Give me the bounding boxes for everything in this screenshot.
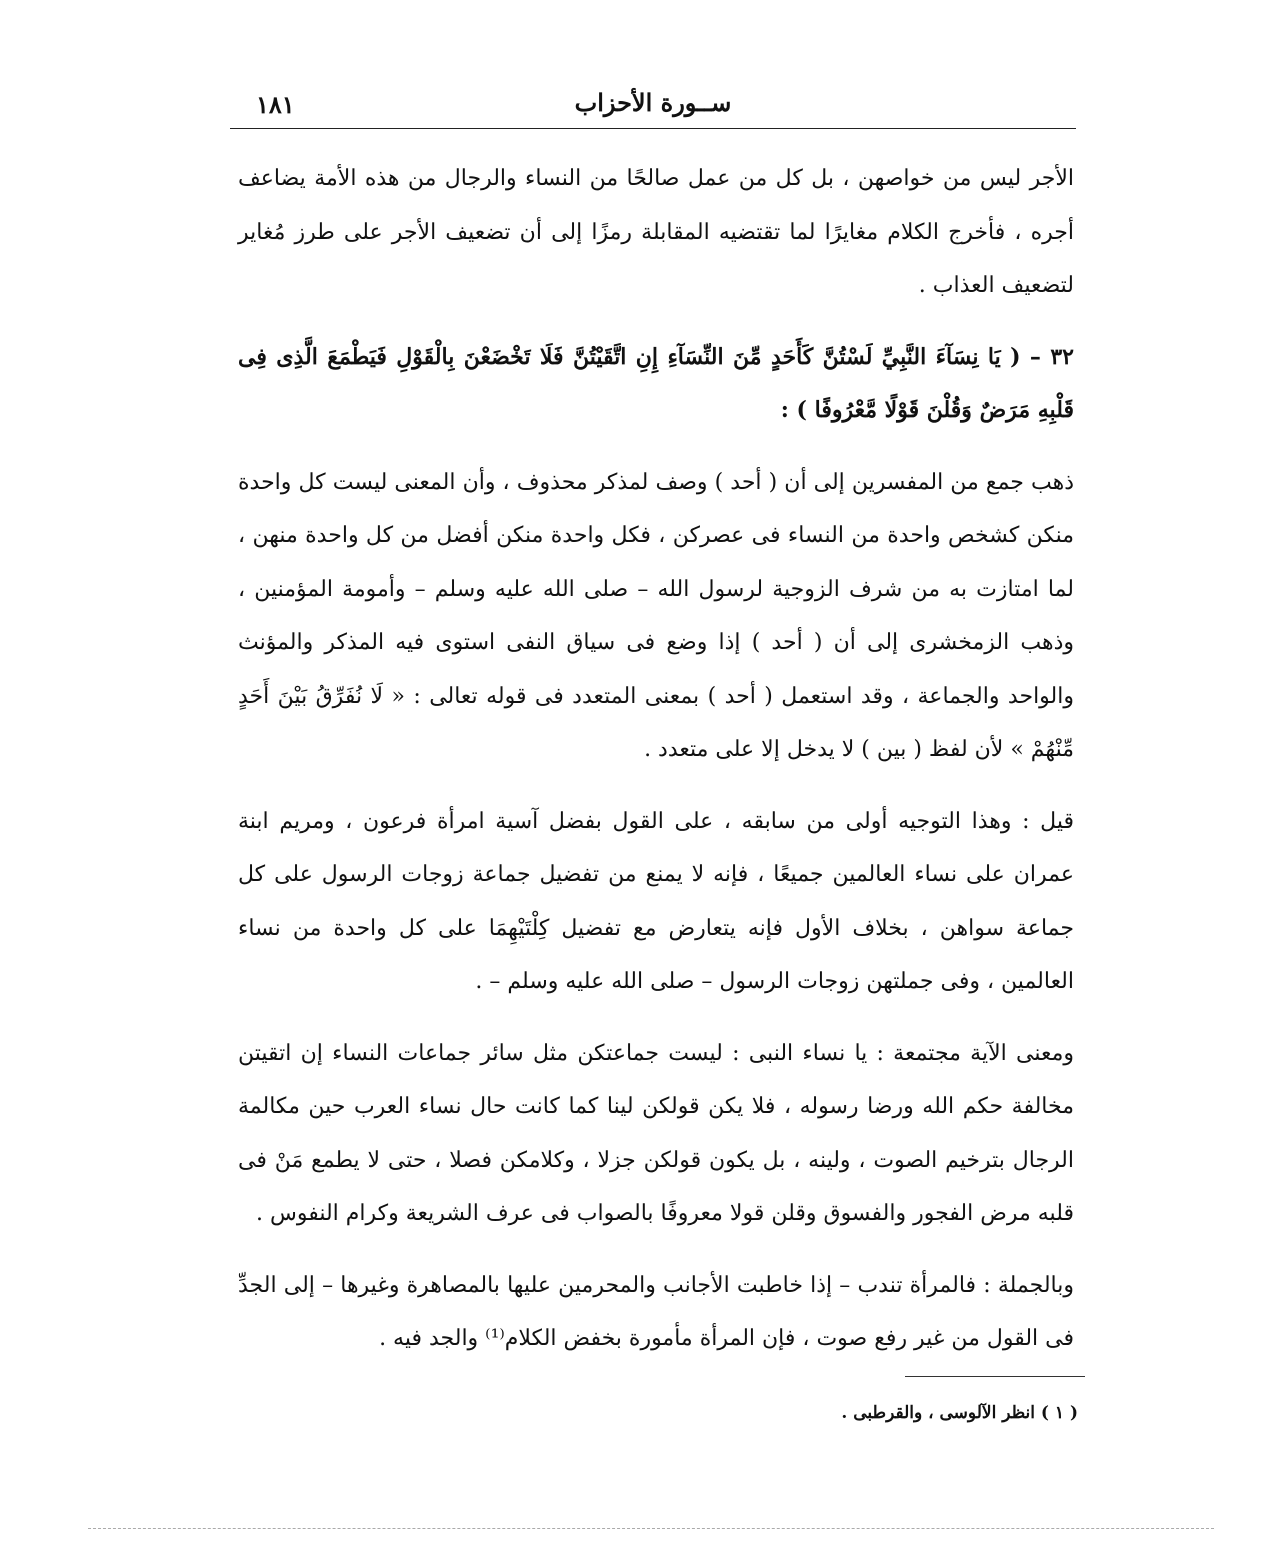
paragraph-summary: وبالجملة : فالمرأة تندب – إذا خاطبت الأجانب والمحرمين عليها بالمصاهرة وغيرها – إلى الجدِّ فى القول من غير رفع صوت ، فإن المرأة مأمورة بخفض الكلام⁽¹⁾ والجد فيه .: [238, 1272, 1074, 1351]
surah-title: ســورة الأحزاب: [574, 88, 732, 117]
scan-edge-line: [88, 1528, 1214, 1529]
paragraph-commentary-1: ذهب جمع من المفسرين إلى أن ( أحد ) وصف لمذكر محذوف ، وأن المعنى ليست كل واحدة منكن كشخص واحدة من النساء فى عصركن ، فكل واحدة منكن أفضل من كل واحدة منهن ، لما امتازت به من شرف الزوجية لرسول الله – صلى الله عليه وسلم – وأمومة المؤمنين ، وذهب الزمخشرى إلى أن ( أحد ) إذا وضع فى سياق النفى استوى فيه المذكر والمؤنث والواحد والجماعة ، وقد استعمل ( أحد ) بمعنى المتعدد فى قوله تعالى : « لَا نُفَرِّقُ بَيْنَ أَحَدٍ مِّنْهُمْ » لأن لفظ ( بين ) لا يدخل إلا على متعدد .: [238, 469, 1074, 762]
paragraph-continuation: الأجر ليس من خواصهن ، بل كل من عمل صالحًا من النساء والرجال من هذه الأمة يضاعف أجره ، فأخرج الكلام مغايرًا لما تقتضيه المقابلة رمزًا إلى أن تضعيف الأجر على طرز مُغاير لتضعيف العذاب .: [238, 166, 1074, 298]
paragraph-commentary-2: قيل : وهذا التوجيه أولى من سابقه ، على القول بفضل آسية امرأة فرعون ، ومريم ابنة عمران على نساء العالمين جميعًا ، فإنه لا يمنع من تفضيل جماعة زوجات الرسول على كل جماعة سواهن ، بخلاف الأول فإنه يتعارض مع تفضيل كِلْتَيْهِمَا على كل واحدة من نساء العالمين ، وفى جملتهن زوجات الرسول – صلى الله عليه وسلم – .: [238, 808, 1074, 994]
footnote: ( ١ ) انظر الآلوسى ، والقرطبى .: [841, 1403, 1078, 1423]
page-number: ١٨١: [256, 90, 295, 119]
page-header: [230, 78, 1076, 129]
verse-32: ٣٢ – ( يَا نِسَآءَ النَّبِيِّ لَسْتُنَّ كَأَحَدٍ مِّنَ النِّسَآءِ إِنِ اتَّقَيْتُنَّ فَلَا تَخْضَعْنَ بِالْقَوْلِ فَيَطْمَعَ الَّذِى فِى قَلْبِهِ مَرَضٌ وَقُلْنَ قَوْلًا مَّعْرُوفًا ) :: [238, 343, 1074, 423]
paragraph-verse-meaning: ومعنى الآية مجتمعة : يا نساء النبى : ليست جماعتكن مثل سائر جماعات النساء إن اتقيتن مخالفة حكم الله ورضا رسوله ، فلا يكن قولكن لينا كما كانت حال نساء العرب حين مكالمة الرجال بترخيم الصوت ، ولينه ، بل يكون قولكن جزلا ، وكلامكن فصلا ، حتى لا يطمع مَنْ فى قلبه مرض الفجور والفسوق وقلن قولا معروفًا بالصواب فى عرف الشريعة وكرام النفوس .: [238, 1040, 1074, 1226]
page-body: [238, 152, 1074, 1366]
footnote-divider: [905, 1376, 1085, 1377]
